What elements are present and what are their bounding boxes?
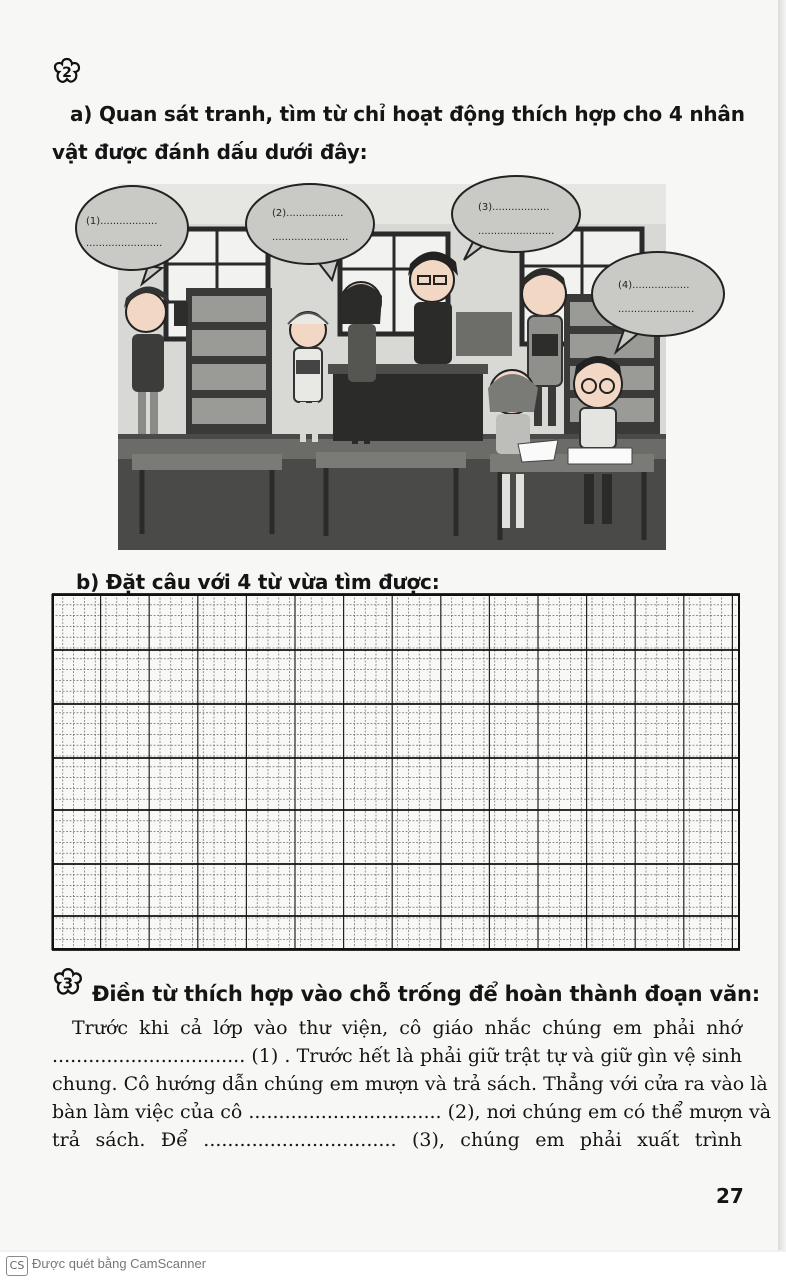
- exercise-2-number: 2: [62, 65, 72, 81]
- page-edge: [778, 0, 786, 1250]
- scanner-footer: [0, 1252, 786, 1280]
- library-illustration: [86, 184, 695, 550]
- bubble-2-dots: ........................: [272, 232, 349, 243]
- paragraph-line-3: chung. Cô hướng dẫn chúng em mượn và trả sách. Thẳng với cửa ra vào là: [52, 1073, 768, 1095]
- camscanner-logo-icon: CS: [6, 1256, 28, 1276]
- bubble-2-label: (2)..................: [272, 208, 344, 219]
- exercise-3-paragraph: [52, 1014, 772, 1154]
- exercise-2-flower-badge: [52, 56, 82, 86]
- exercise-2-part-a-line2: vật được đánh dấu dưới đây:: [52, 140, 368, 164]
- camscanner-watermark-text: Được quét bằng CamScanner: [32, 1256, 207, 1271]
- page-number: 27: [716, 1184, 744, 1208]
- exercise-3-title: Điền từ thích hợp vào chỗ trống để hoàn thành đoạn văn:: [92, 982, 760, 1006]
- exercise-3-flower-badge: [52, 966, 84, 998]
- bubble-4-label: (4)..................: [618, 280, 690, 291]
- bubble-3-dots: ........................: [478, 226, 555, 237]
- bubble-1-dots: ........................: [86, 238, 163, 249]
- paragraph-line-5[interactable]: trả sách. Để ................................ (3), chúng em phải xuất trình: [52, 1129, 742, 1151]
- paragraph-line-1: Trước khi cả lớp vào thư viện, cô giáo nhắc chúng em phải nhớ: [72, 1017, 742, 1039]
- paragraph-line-4[interactable]: bàn làm việc của cô ................................ (2), nơi chúng em có thể mượn và: [52, 1101, 772, 1123]
- handwriting-grid[interactable]: [52, 594, 740, 950]
- paragraph-line-2[interactable]: ................................ (1) . Trước hết là phải giữ trật tự và giữ gìn vệ sinh: [52, 1045, 742, 1067]
- exercise-3-number: 3: [62, 974, 74, 993]
- bubble-3-label: (3)..................: [478, 202, 550, 213]
- bubble-4-dots: ........................: [618, 304, 695, 315]
- exercise-2-part-b: b) Đặt câu với 4 từ vừa tìm được:: [76, 570, 440, 594]
- bubble-1-label: (1)..................: [86, 216, 158, 227]
- exercise-2-part-a-line1: a) Quan sát tranh, tìm từ chỉ hoạt động thích hợp cho 4 nhân: [70, 102, 745, 126]
- character-3-teacher: [408, 251, 458, 364]
